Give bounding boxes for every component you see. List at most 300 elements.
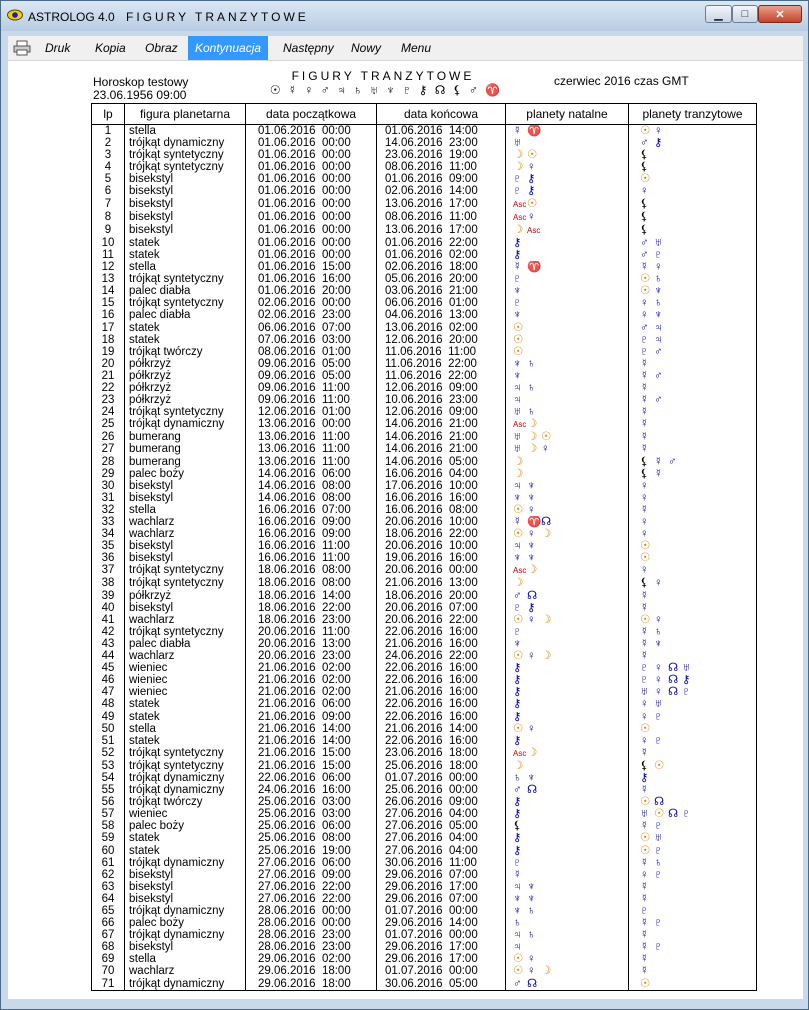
ch-glyph-icon: ⚷ — [513, 796, 522, 809]
end-date: 22.06.2016 16:00 — [377, 735, 506, 747]
natal-planets — [506, 723, 629, 735]
me-glyph-icon: ☿ — [640, 601, 649, 614]
me-glyph-icon: ☿ — [640, 261, 649, 274]
transit-planets — [629, 161, 757, 173]
row-number: 23 — [92, 394, 125, 406]
figure-name: statek — [125, 845, 246, 857]
end-date: 01.07.2016 00:00 — [377, 965, 506, 977]
ch-glyph-icon: ⚷ — [527, 601, 536, 614]
end-date: 29.06.2016 17:00 — [377, 953, 506, 965]
pl-glyph-icon: ♇ — [654, 844, 663, 857]
figure-name: półkrzyż — [125, 382, 246, 394]
end-date: 25.06.2016 18:00 — [377, 760, 506, 772]
table-row — [92, 370, 757, 382]
table-row — [92, 394, 757, 406]
start-date: 28.06.2016 00:00 — [246, 917, 377, 929]
row-number: 40 — [92, 602, 125, 614]
ne-glyph-icon: ♆ — [513, 491, 522, 504]
transit-planets — [629, 650, 757, 662]
ve-glyph-icon: ♀ — [654, 613, 663, 626]
transit-planets — [629, 540, 757, 552]
li-glyph-icon: ⚸ — [513, 820, 522, 833]
ne-glyph-icon: ♆ — [513, 357, 522, 370]
figure-name: wachlarz — [125, 965, 246, 977]
start-date: 21.06.2016 02:00 — [246, 686, 377, 698]
row-number: 35 — [92, 540, 125, 552]
mo-glyph-icon: ☽ — [527, 431, 538, 444]
start-date: 25.06.2016 08:00 — [246, 832, 377, 844]
figure-name: bumerang — [125, 443, 246, 455]
natal-planets — [506, 953, 629, 965]
ch-glyph-icon: ⚷ — [682, 674, 691, 687]
start-date: 01.06.2016 00:00 — [246, 211, 377, 224]
su-glyph-icon: ☉ — [513, 321, 524, 334]
figure-name: trójkąt dynamiczny — [125, 905, 246, 917]
table-row — [92, 198, 757, 211]
su-glyph-icon: ☉ — [541, 431, 552, 444]
start-date: 25.06.2016 06:00 — [246, 820, 377, 832]
ve-glyph-icon: ♀ — [640, 868, 649, 881]
ma-glyph-icon: ♂ — [513, 784, 522, 797]
end-date: 20.06.2016 07:00 — [377, 602, 506, 614]
natal-planets — [506, 711, 629, 723]
me-glyph-icon: ☿ — [513, 261, 522, 274]
start-date: 09.06.2016 05:00 — [246, 358, 377, 370]
start-date: 16.06.2016 07:00 — [246, 504, 377, 516]
title-bar[interactable] — [1, 1, 808, 31]
li-glyph-icon: ⚸ — [640, 223, 649, 236]
as-glyph-icon: Asc — [513, 420, 527, 430]
table-row — [92, 431, 757, 443]
transit-planets — [629, 832, 757, 844]
ve-glyph-icon: ♀ — [527, 503, 536, 516]
natal-planets — [506, 125, 629, 138]
minimize-icon: ▁ — [714, 8, 723, 21]
me-glyph-icon: ☿ — [640, 650, 649, 663]
ch-glyph-icon: ⚷ — [513, 662, 522, 675]
start-date: 06.06.2016 07:00 — [246, 322, 377, 334]
table-row — [92, 480, 757, 492]
transit-planets — [629, 784, 757, 796]
table-row — [92, 869, 757, 881]
table-row — [92, 540, 757, 552]
figure-name: statek — [125, 735, 246, 747]
end-date: 18.06.2016 22:00 — [377, 528, 506, 540]
me-glyph-icon: ☿ — [640, 369, 649, 382]
ve-glyph-icon: ♀ — [640, 564, 649, 577]
figure-name: wachlarz — [125, 516, 246, 528]
start-date: 18.06.2016 08:00 — [246, 564, 377, 577]
menu-item-następny[interactable]: Następny — [283, 41, 334, 55]
figure-name: statek — [125, 237, 246, 249]
figure-name: palec diabła — [125, 285, 246, 297]
row-number: 45 — [92, 662, 125, 674]
row-number: 71 — [92, 978, 125, 991]
figure-name: trójkąt syntetyczny — [125, 626, 246, 638]
table-row — [92, 125, 757, 138]
ve-glyph-icon: ♀ — [640, 528, 649, 541]
ch-glyph-icon: ⚷ — [513, 236, 522, 249]
pl-glyph-icon: ♇ — [640, 333, 649, 346]
close-button[interactable] — [758, 5, 802, 23]
end-date: 10.06.2016 23:00 — [377, 394, 506, 406]
start-date: 13.06.2016 00:00 — [246, 418, 377, 431]
figure-name: trójkąt dynamiczny — [125, 857, 246, 869]
natal-planets — [506, 161, 629, 173]
table-row — [92, 173, 757, 185]
end-date: 24.06.2016 22:00 — [377, 650, 506, 662]
natal-planets — [506, 893, 629, 905]
transit-planets — [629, 564, 757, 577]
end-date: 25.06.2016 00:00 — [377, 784, 506, 796]
ch-glyph-icon: ⚷ — [513, 686, 522, 699]
transit-planets — [629, 185, 757, 197]
start-date: 21.06.2016 14:00 — [246, 723, 377, 735]
figure-name: wachlarz — [125, 528, 246, 540]
end-date: 26.06.2016 09:00 — [377, 796, 506, 808]
figure-name: palec boży — [125, 820, 246, 832]
li-glyph-icon: ⚸ — [640, 161, 649, 174]
row-number: 69 — [92, 953, 125, 965]
su-glyph-icon: ☉ — [640, 613, 651, 626]
window-app-name: ASTROLOG 4.0 — [28, 10, 115, 24]
table-row — [92, 760, 757, 772]
start-date: 13.06.2016 11:00 — [246, 456, 377, 468]
transit-planets — [629, 224, 757, 237]
row-number: 64 — [92, 893, 125, 905]
minimize-button[interactable] — [705, 5, 732, 23]
natal-planets — [506, 394, 629, 406]
me-glyph-icon: ☿ — [640, 917, 649, 930]
no-glyph-icon: ☊ — [527, 589, 538, 602]
no-glyph-icon: ☊ — [527, 977, 538, 990]
row-number: 12 — [92, 261, 125, 273]
ne-glyph-icon: ♆ — [654, 285, 663, 298]
su-glyph-icon: ☉ — [640, 125, 651, 137]
su-glyph-icon: ☉ — [513, 345, 524, 358]
row-number: 48 — [92, 698, 125, 710]
menu-item-druk[interactable]: Druk — [45, 41, 71, 55]
figure-name: bisekstyl — [125, 941, 246, 953]
row-number: 63 — [92, 881, 125, 893]
natal-planets — [506, 261, 629, 273]
row-number: 37 — [92, 564, 125, 577]
start-date: 27.06.2016 22:00 — [246, 893, 377, 905]
ur-glyph-icon: ♅ — [513, 443, 522, 456]
natal-planets — [506, 820, 629, 832]
start-date: 27.06.2016 09:00 — [246, 869, 377, 881]
me-glyph-icon: ☿ — [640, 965, 649, 978]
figure-name: wachlarz — [125, 650, 246, 662]
no-glyph-icon: ☊ — [668, 662, 679, 675]
start-date: 08.06.2016 01:00 — [246, 346, 377, 358]
start-date: 01.06.2016 00:00 — [246, 185, 377, 197]
end-date: 22.06.2016 16:00 — [377, 698, 506, 710]
transit-planets — [629, 406, 757, 418]
end-date: 14.06.2016 23:00 — [377, 137, 506, 149]
mo-glyph-icon: ☽ — [527, 564, 538, 577]
start-date: 16.06.2016 11:00 — [246, 552, 377, 564]
row-number: 14 — [92, 285, 125, 297]
figure-name: statek — [125, 832, 246, 844]
su-glyph-icon: ☉ — [513, 722, 524, 735]
natal-planets — [506, 540, 629, 552]
ma-glyph-icon: ♂ — [513, 977, 522, 990]
transit-planets — [629, 480, 757, 492]
sa-glyph-icon: ♄ — [527, 381, 536, 394]
li-glyph-icon: ⚸ — [640, 197, 649, 210]
table-row — [92, 686, 757, 698]
ve-glyph-icon: ♀ — [654, 674, 663, 687]
su-glyph-icon: ☉ — [513, 333, 524, 346]
mo-glyph-icon: ☽ — [513, 455, 524, 468]
natal-planets — [506, 224, 629, 237]
ve-glyph-icon: ♀ — [541, 443, 550, 456]
li-glyph-icon: ⚸ — [640, 759, 649, 772]
end-date: 13.06.2016 17:00 — [377, 198, 506, 211]
end-date: 29.06.2016 07:00 — [377, 869, 506, 881]
menu-item-kontynuacja[interactable]: Kontynuacja — [188, 36, 268, 60]
transit-planets — [629, 723, 757, 735]
mo-glyph-icon: ☽ — [513, 223, 524, 236]
table-row — [92, 941, 757, 953]
natal-planets — [506, 735, 629, 747]
figure-name: trójkąt syntetyczny — [125, 564, 246, 577]
ve-glyph-icon: ♀ — [640, 491, 649, 504]
table-row — [92, 161, 757, 173]
transit-planets — [629, 346, 757, 358]
start-date: 27.06.2016 06:00 — [246, 857, 377, 869]
pl-glyph-icon: ♇ — [513, 173, 522, 186]
ve-glyph-icon: ♀ — [654, 125, 663, 137]
me-glyph-icon: ☿ — [640, 941, 649, 954]
me-glyph-icon: ☿ — [640, 503, 649, 516]
natal-planets — [506, 237, 629, 249]
transit-planets — [629, 638, 757, 650]
menu-item-obraz[interactable]: Obraz — [145, 41, 178, 55]
menu-item-nowy[interactable]: Nowy — [351, 41, 382, 55]
figure-name: wieniec — [125, 686, 246, 698]
ve-glyph-icon: ♀ — [640, 734, 649, 747]
figure-name: stella — [125, 953, 246, 965]
end-date: 05.06.2016 20:00 — [377, 273, 506, 285]
ne-glyph-icon: ♆ — [527, 552, 536, 565]
end-date: 22.06.2016 16:00 — [377, 711, 506, 723]
pl-glyph-icon: ♇ — [640, 674, 649, 687]
transit-planets — [629, 735, 757, 747]
column-header-start-date: data początkowa — [246, 104, 377, 125]
row-number: 8 — [92, 211, 125, 224]
table-row — [92, 137, 757, 149]
me-glyph-icon: ☿ — [640, 820, 649, 833]
end-date: 19.06.2016 16:00 — [377, 552, 506, 564]
start-date: 18.06.2016 08:00 — [246, 577, 377, 589]
ne-glyph-icon: ♆ — [513, 637, 522, 650]
li-glyph-icon: ⚸ — [640, 210, 649, 223]
end-date: 02.06.2016 14:00 — [377, 185, 506, 197]
as-glyph-icon: Asc — [513, 748, 527, 758]
transit-planets — [629, 978, 757, 991]
me-glyph-icon: ☿ — [640, 880, 649, 893]
end-date: 21.06.2016 14:00 — [377, 723, 506, 735]
table-row — [92, 237, 757, 249]
row-number: 17 — [92, 322, 125, 334]
row-number: 15 — [92, 297, 125, 309]
start-date: 01.06.2016 00:00 — [246, 237, 377, 249]
transit-planets — [629, 929, 757, 941]
table-row — [92, 516, 757, 528]
report-period: czerwiec 2016 czas GMT — [554, 74, 689, 88]
table-row — [92, 564, 757, 577]
me-glyph-icon: ☿ — [640, 953, 649, 966]
transit-planets — [629, 917, 757, 929]
natal-planets — [506, 334, 629, 346]
maximize-button[interactable] — [732, 5, 758, 23]
no-glyph-icon: ☊ — [668, 808, 679, 821]
natal-planets — [506, 149, 629, 161]
row-number: 24 — [92, 406, 125, 418]
transit-planets — [629, 211, 757, 224]
end-date: 22.06.2016 16:00 — [377, 662, 506, 674]
mo-glyph-icon: ☽ — [541, 965, 552, 978]
ju-glyph-icon: ♃ — [513, 880, 522, 893]
ch-glyph-icon: ⚷ — [513, 710, 522, 723]
row-number: 61 — [92, 857, 125, 869]
ve-glyph-icon: ♀ — [527, 161, 536, 174]
end-date: 16.06.2016 08:00 — [377, 504, 506, 516]
natal-planets — [506, 322, 629, 334]
no-glyph-icon: ☊ — [527, 784, 538, 797]
end-date: 20.06.2016 00:00 — [377, 564, 506, 577]
natal-planets — [506, 869, 629, 881]
row-number: 13 — [92, 273, 125, 285]
ve-glyph-icon: ♀ — [654, 577, 663, 590]
me-glyph-icon: ☿ — [654, 467, 663, 480]
table-row — [92, 857, 757, 869]
li-glyph-icon: ⚸ — [640, 467, 649, 480]
start-date: 18.06.2016 22:00 — [246, 602, 377, 614]
me-glyph-icon: ☿ — [640, 418, 649, 431]
start-date: 07.06.2016 03:00 — [246, 334, 377, 346]
natal-planets — [506, 905, 629, 917]
end-date: 01.07.2016 00:00 — [377, 772, 506, 784]
ve-glyph-icon: ♀ — [654, 662, 663, 675]
transit-planets — [629, 953, 757, 965]
table-row — [92, 406, 757, 418]
ve-glyph-icon: ♀ — [527, 650, 536, 663]
figure-name: statek — [125, 711, 246, 723]
menu-item-kopia[interactable]: Kopia — [95, 41, 126, 55]
start-date: 16.06.2016 09:00 — [246, 528, 377, 540]
transit-planets — [629, 273, 757, 285]
end-date: 29.06.2016 17:00 — [377, 881, 506, 893]
transit-planets — [629, 760, 757, 772]
ur-glyph-icon: ♅ — [513, 406, 522, 419]
me-glyph-icon: ☿ — [640, 856, 649, 869]
sa-glyph-icon: ♄ — [513, 917, 522, 930]
start-date: 13.06.2016 11:00 — [246, 431, 377, 443]
start-date: 21.06.2016 02:00 — [246, 662, 377, 674]
table-row — [92, 224, 757, 237]
end-date: 27.06.2016 04:00 — [377, 808, 506, 820]
row-number: 3 — [92, 149, 125, 161]
no-glyph-icon: ☊ — [541, 516, 552, 528]
row-number: 47 — [92, 686, 125, 698]
transit-planets — [629, 492, 757, 504]
figure-name: bisekstyl — [125, 602, 246, 614]
su-glyph-icon: ☉ — [640, 173, 651, 186]
sa-glyph-icon: ♄ — [527, 406, 536, 419]
end-date: 29.06.2016 07:00 — [377, 893, 506, 905]
row-number: 7 — [92, 198, 125, 211]
menu-item-menu[interactable]: Menu — [401, 41, 432, 55]
natal-planets — [506, 638, 629, 650]
transit-planets — [629, 552, 757, 564]
natal-planets — [506, 650, 629, 662]
row-number: 52 — [92, 747, 125, 760]
start-date: 01.06.2016 16:00 — [246, 273, 377, 285]
figure-name: półkrzyż — [125, 370, 246, 382]
ma-glyph-icon: ♂ — [654, 345, 663, 358]
figure-name: wieniec — [125, 808, 246, 820]
birth-datetime: 23.06.1956 09:00 — [93, 88, 187, 102]
ve-glyph-icon: ♀ — [527, 722, 536, 735]
end-date: 01.06.2016 09:00 — [377, 173, 506, 185]
su-glyph-icon: ☉ — [654, 808, 665, 821]
figure-name: bisekstyl — [125, 552, 246, 564]
sa-glyph-icon: ♄ — [654, 856, 663, 869]
start-date: 25.06.2016 03:00 — [246, 808, 377, 820]
end-date: 27.06.2016 04:00 — [377, 845, 506, 857]
start-date: 29.06.2016 18:00 — [246, 978, 377, 991]
ve-glyph-icon: ♀ — [640, 479, 649, 492]
end-date: 23.06.2016 19:00 — [377, 149, 506, 161]
transit-planets — [629, 198, 757, 211]
transit-planets — [629, 614, 757, 626]
start-date: 01.06.2016 00:00 — [246, 125, 377, 138]
figure-name: trójkąt syntetyczny — [125, 760, 246, 772]
row-number: 16 — [92, 309, 125, 321]
start-date: 21.06.2016 02:00 — [246, 674, 377, 686]
figure-name: półkrzyż — [125, 590, 246, 602]
table-row — [92, 358, 757, 370]
transit-planets — [629, 334, 757, 346]
natal-planets — [506, 857, 629, 869]
su-glyph-icon: ☉ — [640, 832, 651, 845]
figure-name: bisekstyl — [125, 173, 246, 185]
printer-icon[interactable] — [13, 40, 31, 56]
transit-planets — [629, 261, 757, 273]
row-number: 56 — [92, 796, 125, 808]
start-date: 01.06.2016 00:00 — [246, 137, 377, 149]
transit-planets — [629, 249, 757, 261]
transit-planets — [629, 747, 757, 760]
transit-planets — [629, 711, 757, 723]
row-number: 55 — [92, 784, 125, 796]
ne-glyph-icon: ♆ — [513, 285, 522, 298]
transit-planets — [629, 394, 757, 406]
table-row — [92, 552, 757, 564]
figure-name: półkrzyż — [125, 394, 246, 406]
end-date: 21.06.2016 16:00 — [377, 638, 506, 650]
pl-glyph-icon: ♇ — [654, 710, 663, 723]
ch-glyph-icon: ⚷ — [527, 185, 536, 198]
ur-glyph-icon: ♅ — [640, 686, 649, 699]
figure-name: palec boży — [125, 917, 246, 929]
start-date: 01.06.2016 00:00 — [246, 198, 377, 211]
natal-planets — [506, 173, 629, 185]
start-date: 01.06.2016 00:00 — [246, 161, 377, 173]
